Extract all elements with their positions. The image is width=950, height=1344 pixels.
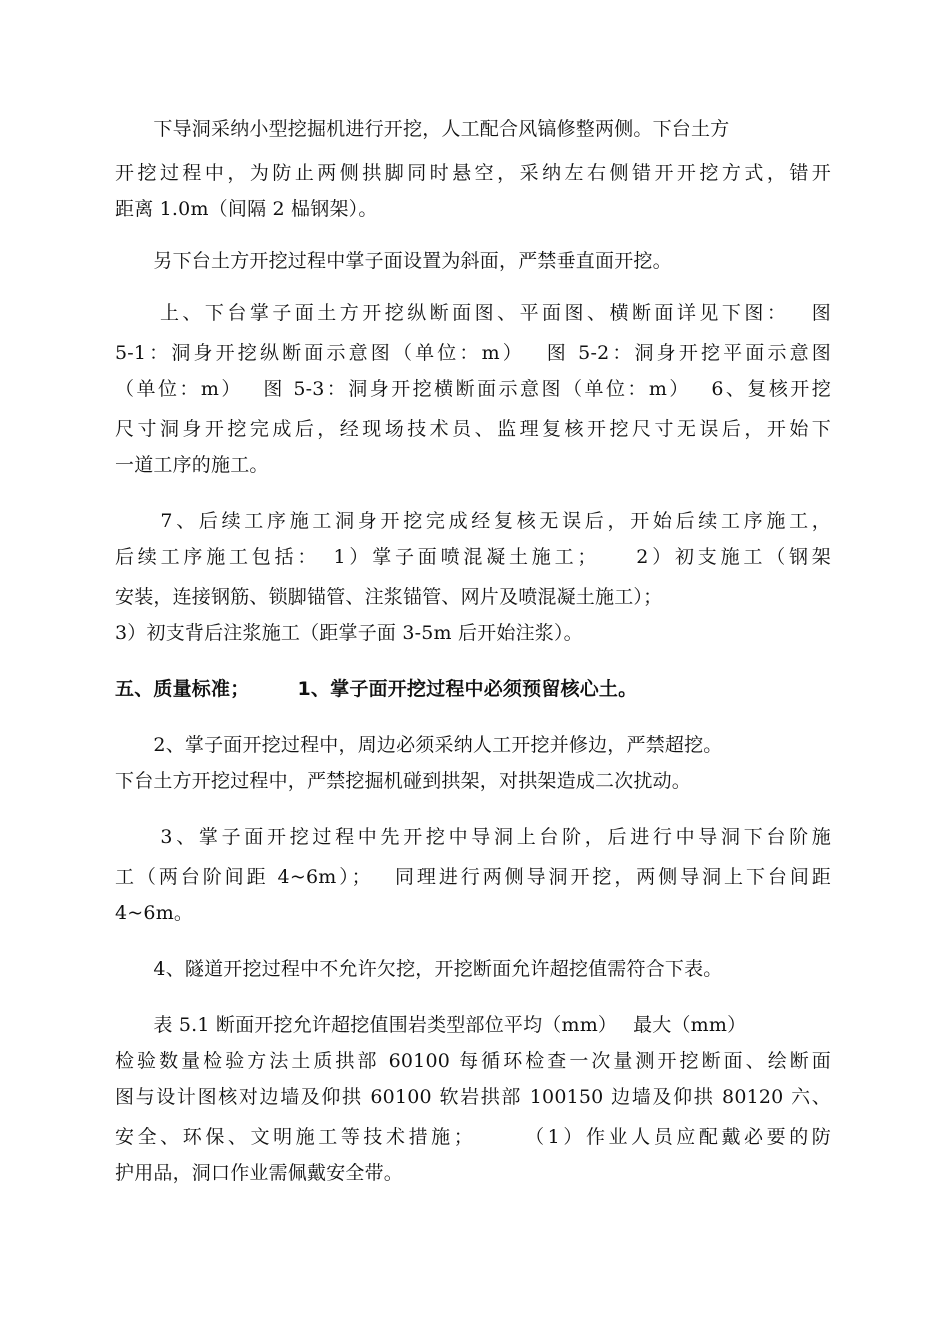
text-line: 3）初支背后注浆施工（距掌子面 3-5m 后开始注浆）。: [115, 622, 583, 644]
text-line: 2、掌子面开挖过程中，周边必须采纳人工开挖并修边，严禁超挖。: [115, 734, 723, 756]
section-heading: 五、质量标准； 1、掌子面开挖过程中必须预留核心土。: [115, 678, 638, 700]
text-line: 7、后续工序施工洞身开挖完成经复核无误后，开始后续工序施工，: [115, 510, 831, 532]
text-line: 护用品，洞口作业需佩戴安全带。: [115, 1162, 404, 1184]
text-line: 距离 1.0m（间隔 2 榀钢架）。: [115, 198, 378, 220]
text-line: 下台土方开挖过程中，严禁挖掘机碰到拱架，对拱架造成二次扰动。: [115, 770, 692, 792]
text-line: 4、隧道开挖过程中不允许欠挖，开挖断面允许超挖值需符合下表。: [115, 958, 723, 980]
text-line: 上、下台掌子面土方开挖纵断面图、平面图、横断面详见下图： 图: [115, 302, 831, 324]
text-line: 5-1：洞身开挖纵断面示意图（单位：m） 图 5-2：洞身开挖平面示意图: [115, 342, 831, 364]
text-line: 4~6m。: [115, 902, 194, 924]
text-line: 检验数量检验方法土质拱部 60100 每循环检查一次量测开挖断面、绘断面: [115, 1050, 831, 1072]
text-line: 尺寸洞身开挖完成后，经现场技术员、监理复核开挖尺寸无误后，开始下: [115, 418, 831, 440]
text-line: 安装，连接钢筋、锁脚锚管、注浆锚管、网片及喷混凝土施工）；: [115, 586, 663, 608]
text-line: 安全、环保、文明施工等技术措施； （1）作业人员应配戴必要的防: [115, 1126, 831, 1148]
text-line: 工（两台阶间距 4~6m）； 同理进行两侧导洞开挖，两侧导洞上下台间距: [115, 866, 831, 888]
text-line: （单位：m） 图 5-3：洞身开挖横断面示意图（单位：m） 6、复核开挖: [115, 378, 831, 400]
text-line: 下导洞采纳小型挖掘机进行开挖，人工配合风镐修整两侧。下台土方: [115, 118, 730, 140]
text-line: 图与设计图核对边墙及仰拱 60100 软岩拱部 100150 边墙及仰拱 80120 六、: [115, 1086, 831, 1108]
text-line: 开挖过程中，为防止两侧拱脚同时悬空，采纳左右侧错开开挖方式，错开: [115, 162, 831, 184]
text-line: 后续工序施工包括： 1）掌子面喷混凝土施工； 2）初支施工（钢架: [115, 546, 831, 568]
text-line: 表 5.1 断面开挖允许超挖值围岩类型部位平均（mm） 最大（mm）: [115, 1014, 747, 1036]
text-line: 另下台土方开挖过程中掌子面设置为斜面，严禁垂直面开挖。: [115, 250, 672, 272]
text-line: 一道工序的施工。: [115, 454, 269, 476]
text-line: 3、掌子面开挖过程中先开挖中导洞上台阶，后进行中导洞下台阶施: [115, 826, 831, 848]
